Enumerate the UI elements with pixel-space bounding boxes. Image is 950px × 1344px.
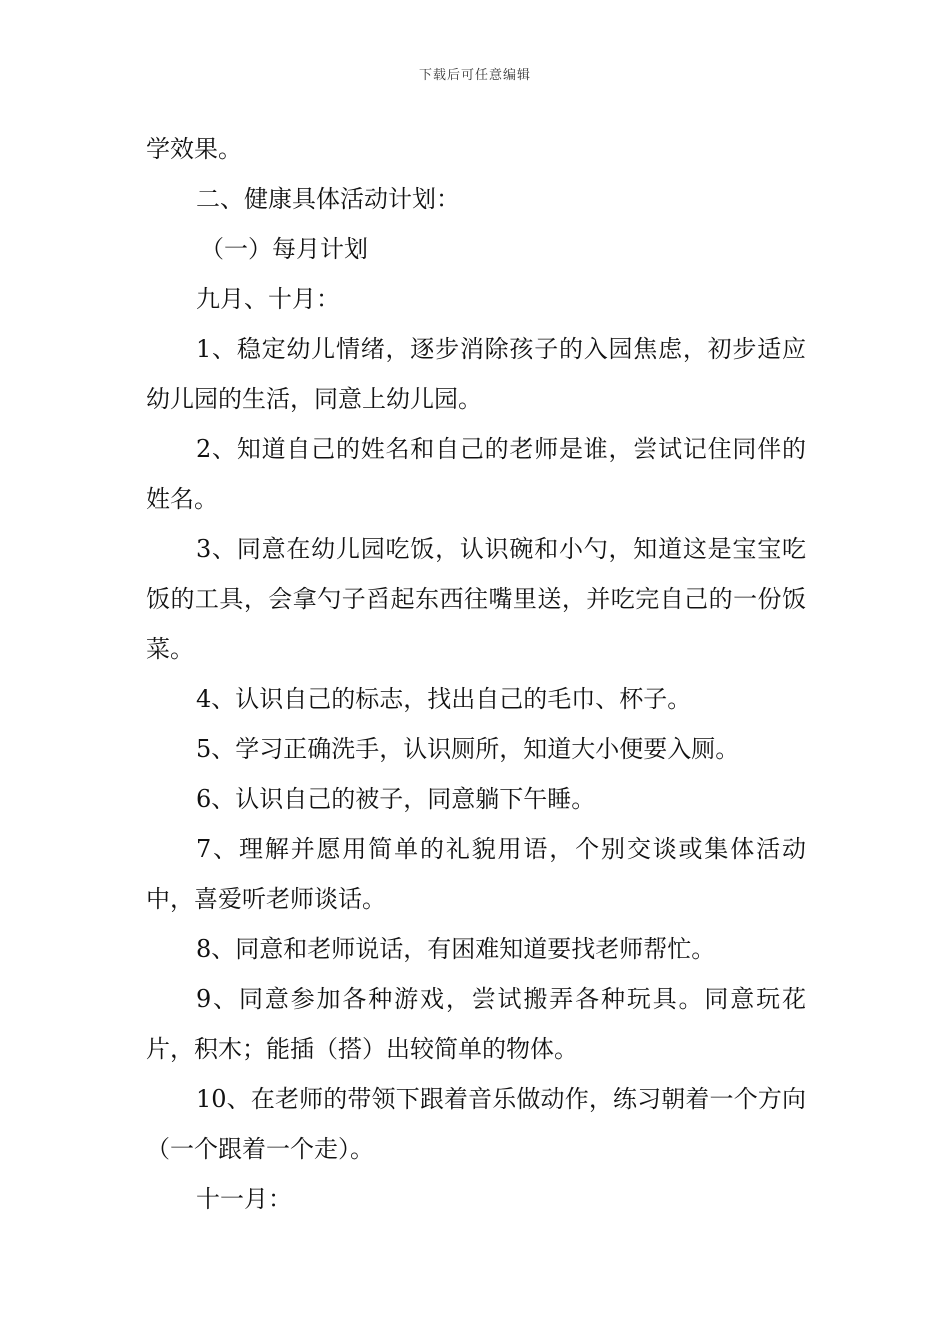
list-item: 4、认识自己的标志，找出自己的毛巾、杯子。 xyxy=(196,685,692,713)
month-heading: 九月、十月： xyxy=(196,285,340,313)
list-item: 9、同意参加各种游戏，尝试搬弄各种玩具。同意玩花片，积木；能插（搭）出较简单的物体。 xyxy=(146,985,806,1063)
list-item: 2、知道自己的姓名和自己的老师是谁，尝试记住同伴的姓名。 xyxy=(146,435,806,513)
section-heading: 二、健康具体活动计划： xyxy=(196,185,460,213)
list-item: 8、同意和老师说话，有困难知道要找老师帮忙。 xyxy=(196,935,716,963)
page-header: 下载后可任意编辑 xyxy=(418,68,531,83)
list-item: 5、学习正确洗手，认识厕所，知道大小便要入厕。 xyxy=(196,735,740,763)
paragraph: 学效果。 xyxy=(146,135,242,163)
document-body xyxy=(146,124,806,1224)
list-item: 1、稳定幼儿情绪，逐步消除孩子的入园焦虑，初步适应幼儿园的生活，同意上幼儿园。 xyxy=(146,335,806,413)
list-item: 7、理解并愿用简单的礼貌用语，个别交谈或集体活动中，喜爱听老师谈话。 xyxy=(146,835,806,913)
list-item: 6、认识自己的被子，同意躺下午睡。 xyxy=(196,785,596,813)
list-item: 3、同意在幼儿园吃饭，认识碗和小勺，知道这是宝宝吃饭的工具，会拿勺子舀起东西往嘴里送，并吃完自己的一份饭菜。 xyxy=(146,535,806,663)
list-item: 10、在老师的带领下跟着音乐做动作，练习朝着一个方向（一个跟着一个走）。 xyxy=(146,1085,806,1163)
subsection-heading: （一）每月计划 xyxy=(200,235,368,263)
month-heading: 十一月： xyxy=(196,1185,292,1213)
